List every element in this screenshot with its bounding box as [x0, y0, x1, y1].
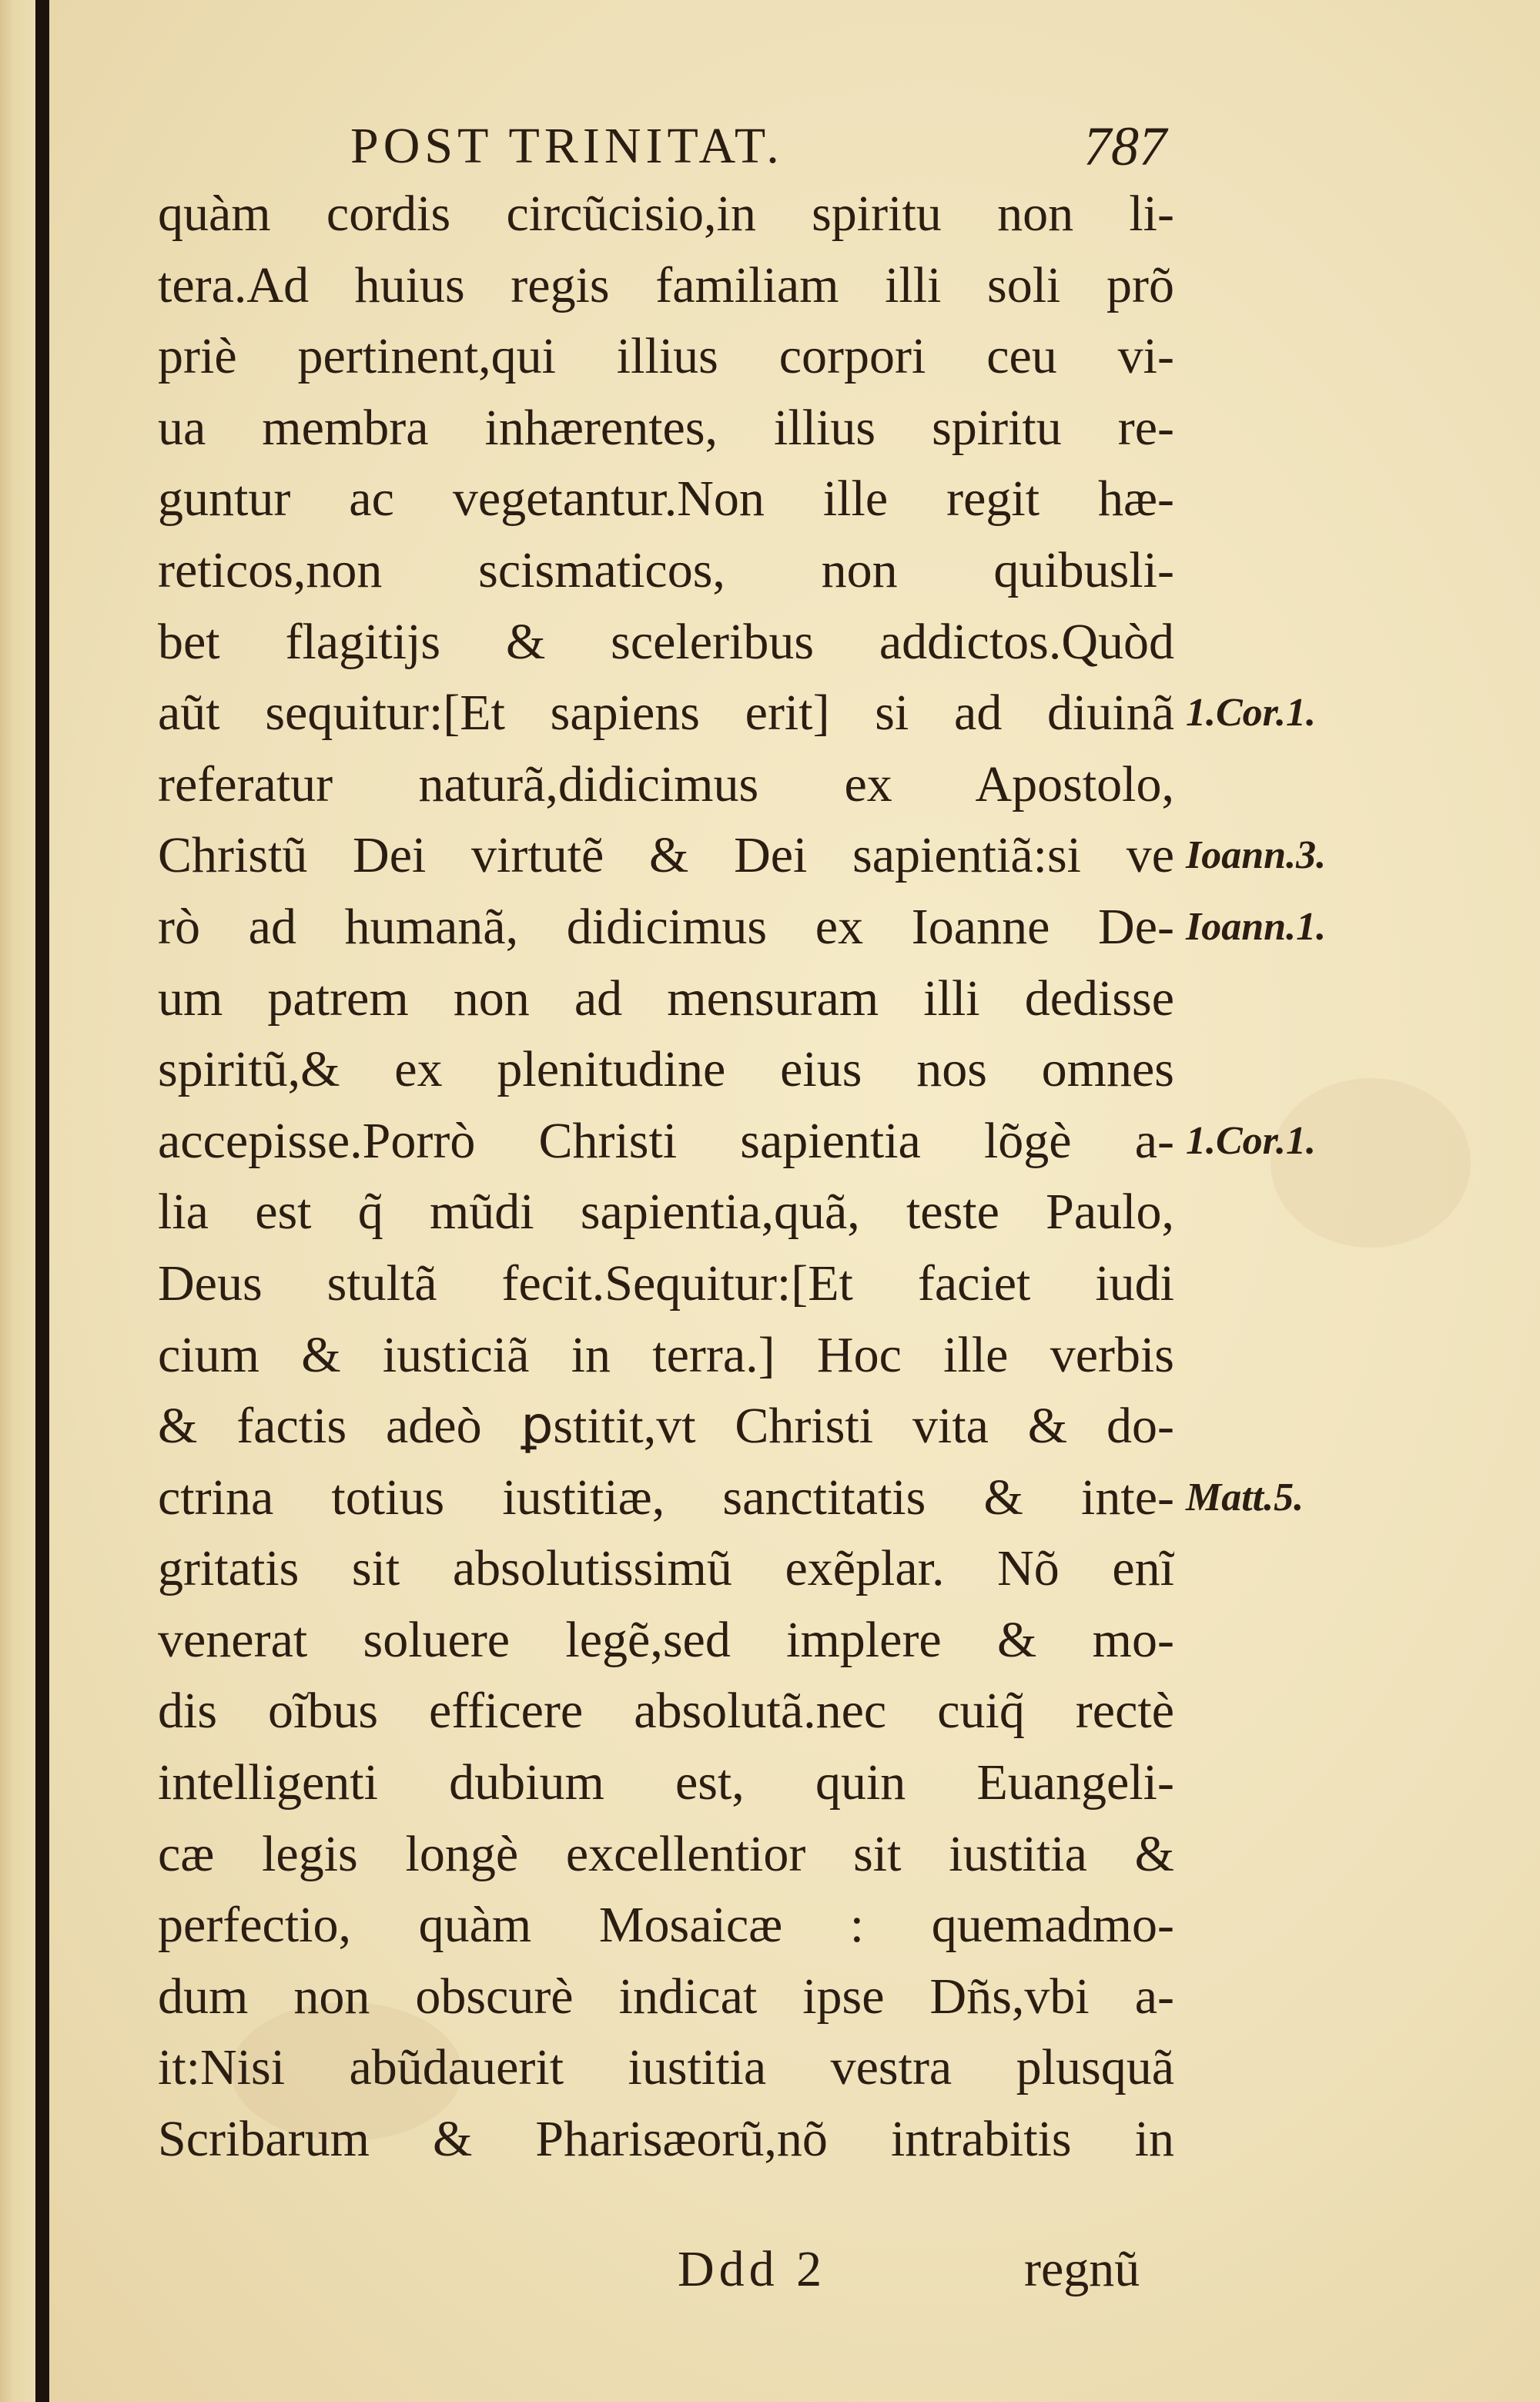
- text-line: dis oĩbus efficere absolutã.nec cuiq̃ rectè: [158, 1683, 1174, 1740]
- text-line: venerat soluere legẽ,sed implere & mo-: [158, 1611, 1174, 1668]
- binding-edge: [35, 0, 49, 2402]
- text-line: & factis adeò ꝑstitit,vt Christi vita & do-: [158, 1398, 1174, 1455]
- text-line: guntur ac vegetantur.Non ille regit hæ-: [158, 471, 1174, 528]
- text-line: it:Nisi abũdauerit iustitia vestra plusquã: [158, 2039, 1174, 2096]
- text-line: reticos,non scismaticos, non quibusli-: [158, 541, 1174, 598]
- text-line: gritatis sit absolutissimũ exẽplar. Nõ enĩ: [158, 1540, 1174, 1597]
- text-line: perfectio, quàm Mosaicæ : quemadmo-: [158, 1897, 1174, 1954]
- text-line: priè pertinent,qui illius corpori ceu vi-: [158, 328, 1174, 385]
- margin-note: Ioann.1.: [1186, 905, 1327, 949]
- running-title: POST TRINITAT.: [350, 118, 784, 174]
- text-line: rò ad humanã, didicimus ex Ioanne De-: [158, 898, 1174, 955]
- text-line: lia est q̃ mũdi sapientia,quã, teste Paulo,: [158, 1184, 1174, 1241]
- text-line: ctrina totius iustitiæ, sanctitatis & inte-: [158, 1469, 1174, 1526]
- text-line: Scribarum & Pharisæorũ,nõ intrabitis in: [158, 2111, 1174, 2168]
- text-line: tera.Ad huius regis familiam illi soli prõ: [158, 256, 1174, 313]
- text-line: dum non obscurè indicat ipse Dñs,vbi a-: [158, 1968, 1174, 2025]
- margin-note: 1.Cor.1.: [1186, 691, 1317, 735]
- body-text: [158, 179, 1174, 2176]
- margin-note: Matt.5.: [1186, 1475, 1304, 1519]
- margin-note: 1.Cor.1.: [1186, 1118, 1317, 1163]
- text-line: um patrem non ad mensuram illi dedisse: [158, 970, 1174, 1027]
- text-line: Christũ Dei virtutẽ & Dei sapientiã:si ve: [158, 827, 1174, 884]
- text-line: aũt sequitur:[Et sapiens erit] si ad diuinã: [158, 685, 1174, 742]
- text-line: intelligenti dubium est, quin Euangeli-: [158, 1754, 1174, 1811]
- page-header: [304, 112, 1167, 181]
- text-line: referatur naturã,didicimus ex Apostolo,: [158, 755, 1174, 812]
- catchword: regnũ: [1024, 2241, 1140, 2297]
- signature-mark: Ddd 2: [678, 2241, 827, 2297]
- text-line: accepisse.Porrò Christi sapientia lõgè a-: [158, 1112, 1174, 1169]
- text-line: Deus stultã fecit.Sequitur:[Et faciet iudi: [158, 1255, 1174, 1312]
- text-line: bet flagitijs & sceleribus addictos.Quòd: [158, 613, 1174, 670]
- text-line: cæ legis longè excellentior sit iustitia &: [158, 1825, 1174, 1882]
- text-line: cium & iusticiã in terra.] Hoc ille verbis: [158, 1326, 1174, 1383]
- text-line: ua membra inhærentes, illius spiritu re-: [158, 399, 1174, 456]
- text-line: quàm cordis circũcisio,in spiritu non li-: [158, 186, 1174, 242]
- text-line: spiritũ,& ex plenitudine eius nos omnes: [158, 1041, 1174, 1098]
- page-number: 787: [1083, 116, 1167, 177]
- margin-note: Ioann.3.: [1186, 833, 1327, 878]
